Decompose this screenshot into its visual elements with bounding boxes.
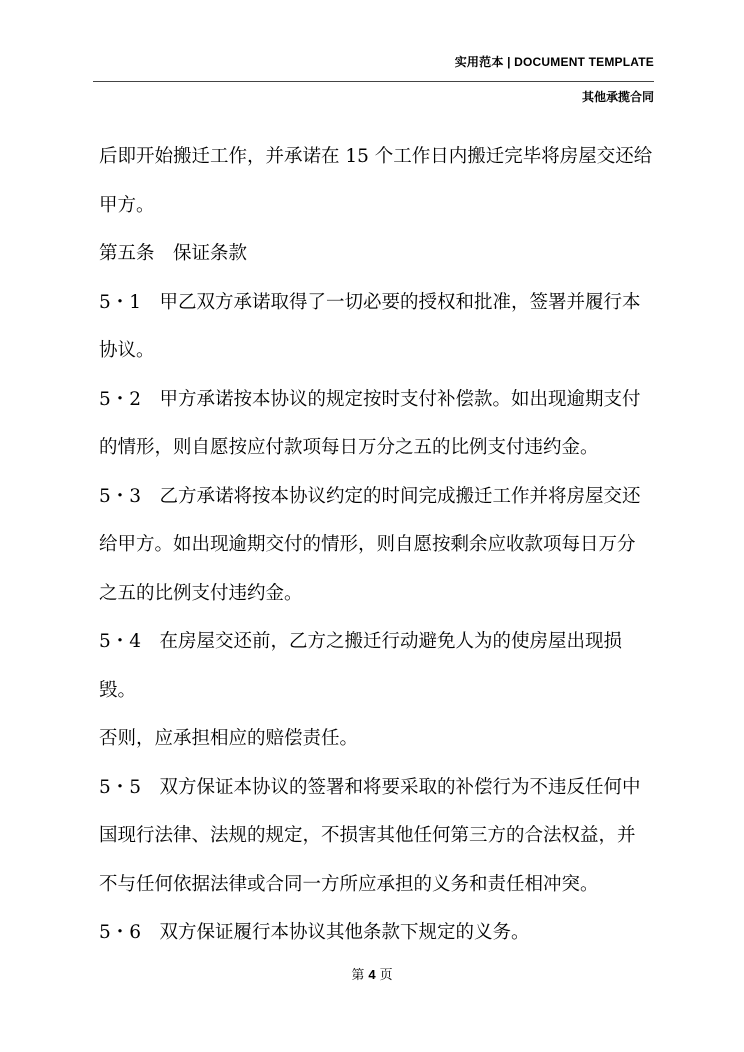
header-divider <box>93 81 654 82</box>
page-suffix: 页 <box>379 968 393 983</box>
page-number: 4 <box>368 967 376 982</box>
body-line: 协议。 <box>99 340 155 361</box>
article-heading: 第五条 保证条款 <box>99 243 248 264</box>
body-line: 后即开始搬迁工作，并承诺在 15 个工作日内搬迁完毕将房屋交还给 <box>99 146 653 167</box>
document-body <box>99 133 659 958</box>
body-line: 5・1 甲乙双方承诺取得了一切必要的授权和批准，签署并履行本 <box>99 291 641 313</box>
page-prefix: 第 <box>351 968 365 983</box>
body-line: 5・4 在房屋交还前，乙方之搬迁行动避免人为的使房屋出现损毁。 <box>99 631 623 701</box>
body-line: 国现行法律、法规的规定，不损害其他任何第三方的合法权益，并 <box>99 825 636 846</box>
body-line: 5・3 乙方承诺将按本协议约定的时间完成搬迁工作并将房屋交还 <box>99 485 641 507</box>
body-line: 的情形，则自愿按应付款项每日万分之五的比例支付违约金。 <box>99 437 599 458</box>
body-line: 甲方。 <box>99 194 155 216</box>
body-line: 5・5 双方保证本协议的签署和将要采取的补偿行为不违反任何中 <box>99 776 641 798</box>
body-line: 5・2 甲方承诺按本协议的规定按时支付补偿款。如出现逾期支付 <box>99 388 641 410</box>
body-line: 不与任何依据法律或合同一方所应承担的义务和责任相冲突。 <box>99 873 599 895</box>
body-line: 否则，应承担相应的赔偿责任。 <box>99 728 359 749</box>
body-line: 5・6 双方保证履行本协议其他条款下规定的义务。 <box>99 922 530 943</box>
header-title: 实用范本 | DOCUMENT TEMPLATE <box>454 55 654 69</box>
body-line: 之五的比例支付违约金。 <box>99 582 303 604</box>
body-line: 给甲方。如出现逾期交付的情形，则自愿按剩余应收款项每日万分 <box>99 534 636 555</box>
header-subtitle: 其他承揽合同 <box>581 90 654 104</box>
page-footer <box>0 964 744 983</box>
